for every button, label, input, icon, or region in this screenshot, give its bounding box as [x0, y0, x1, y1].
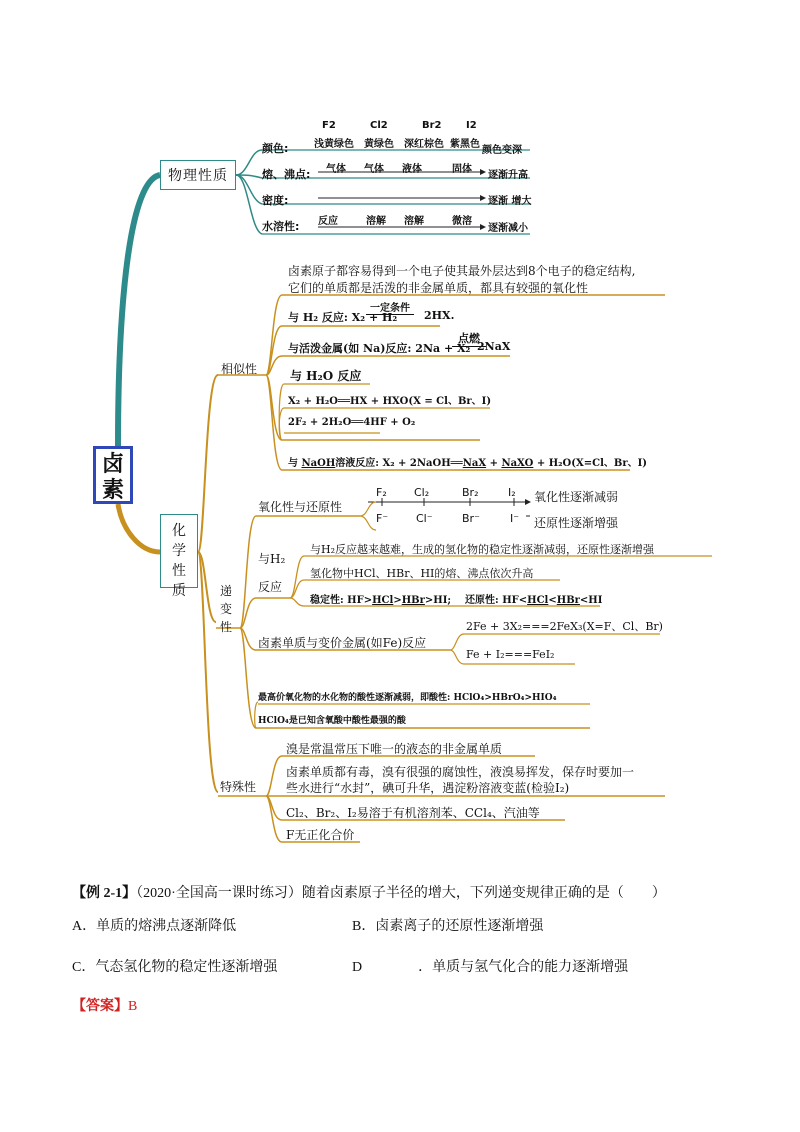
color-br2: 深红棕色 — [404, 139, 444, 150]
h2-label-line2: 反应 — [258, 580, 283, 594]
redox-bottom-i: I⁻ — [510, 512, 520, 525]
question-source: （2020·全国高一课时练习） — [136, 886, 302, 901]
mp-cl2: 气体 — [364, 164, 384, 175]
redox-label: 氧化性与还原性 — [258, 500, 343, 514]
stability-hcl: HCl — [372, 595, 394, 606]
h2-gradation-item1: 与H₂反应越来越难，生成的氢化物的稳定性逐渐减弱，还原性逐渐增强 — [310, 543, 655, 556]
sol-trend: 逐渐减小 — [488, 223, 528, 234]
naoh-reaction — [288, 454, 647, 469]
stability-hbr: HBr — [401, 595, 425, 606]
sol-f2: 反应 — [318, 216, 338, 227]
option-c[interactable]: C．气态氢化物的稳定性逐渐增强 — [72, 960, 278, 975]
density-trend: 逐渐 增大 — [488, 196, 532, 207]
gradation-label — [220, 582, 234, 636]
h2-gradation-item2: 氢化物中HCl、HBr、HI的熔、沸点依次升高 — [310, 567, 534, 580]
similarity-label: 相似性 — [221, 362, 258, 376]
naoh-suffix: + H₂O(X=Cl、Br、I) — [533, 458, 647, 469]
redox-bottom-f: F⁻ — [376, 512, 389, 525]
question-tag: 【例 2-1】 — [72, 886, 137, 901]
sol-i2: 微溶 — [452, 216, 472, 227]
option-a[interactable]: A．单质的熔沸点逐渐降低 — [72, 919, 237, 934]
naoh-word: NaOH — [301, 458, 336, 469]
metal-product: 2NaX — [477, 340, 511, 353]
redox-top-f2: F₂ — [376, 486, 387, 499]
option-d-text: ．单质与氢气化合的能力逐渐增强 — [418, 960, 629, 975]
metal-condition: 点燃 — [452, 330, 486, 347]
fe-eq1: 2Fe + 3X₂===2FeX₃(X=F、Cl、Br) — [466, 620, 663, 633]
naoh-prefix: 与 — [288, 458, 298, 469]
similarity-intro-1: 卤素原子都容易得到一个电子使其最外层达到8个电子的稳定结构, — [288, 264, 636, 278]
sol-cl2: 溶解 — [366, 216, 386, 227]
root-node-halogen[interactable] — [93, 446, 133, 504]
reducibility-f: 还原性: HF< — [465, 595, 528, 606]
stability-a: 稳定性: HF> — [310, 595, 373, 606]
option-d-letter: D — [352, 960, 363, 975]
water-title: 与 H₂O 反应 — [290, 369, 362, 383]
redox-bottom-cl: Cl⁻ — [416, 512, 433, 525]
h2-condition: 一定条件 — [366, 299, 414, 315]
naoh-nax: NaX — [462, 458, 487, 469]
stability-e: >HI; — [424, 595, 452, 606]
mp-trend: 逐渐升高 — [488, 170, 528, 181]
redox-bottom-br: Br⁻ — [462, 512, 480, 525]
color-i2: 紫黑色 — [450, 139, 480, 150]
h2-reaction: 与 H₂ 反应: X₂ + H₂ — [288, 311, 398, 324]
similarity-intro-2: 它们的单质都是活泼的非金属单质，都具有较强的氧化性 — [288, 281, 589, 295]
answer-value: B — [128, 999, 138, 1014]
acid-line1: 最高价氧化物的水化物的酸性逐渐减弱，即酸性: HClO₄>HBrO₄>HIO₄ — [258, 693, 557, 703]
fe-reaction-label: 卤素单质与变价金属(如Fe)反应 — [258, 636, 427, 650]
mp-label: 熔、沸点: — [262, 168, 311, 181]
reducibility-hcl: HCl — [527, 595, 549, 606]
element-i2: I2 — [466, 120, 477, 131]
mp-i2: 固体 — [452, 164, 472, 175]
reducibility-lt: < — [548, 595, 557, 606]
color-cl2: 黄绿色 — [364, 139, 394, 150]
element-br2: Br2 — [422, 120, 442, 131]
water-eq1: X₂ + H₂O══HX + HXO(X = Cl、Br、I) — [288, 396, 492, 407]
chemical-properties-node[interactable] — [160, 514, 198, 599]
element-cl2: Cl2 — [370, 120, 388, 131]
root-char-2: 素 — [101, 477, 124, 503]
answer — [72, 995, 137, 1015]
redox-top-i2: I₂ — [508, 486, 516, 499]
density-label: 密度: — [262, 194, 289, 207]
acid-line2: HClO₄是已知含氧酸中酸性最强的酸 — [258, 716, 406, 726]
chem-char-2: 学 — [172, 543, 186, 559]
metal-reaction: 与活泼金属(如 Na)反应: 2Na + X₂ — [288, 342, 471, 355]
gradation-char-1: 递 — [220, 584, 233, 598]
physical-properties-node[interactable] — [160, 160, 236, 190]
special-item4: F无正化合价 — [286, 828, 355, 842]
special-label: 特殊性 — [220, 780, 257, 794]
reducibility-hbr: HBr — [556, 595, 580, 606]
special-item2-line2: 些水进行“水封”，碘可升华，遇淀粉溶液变蓝(检验I₂) — [286, 781, 570, 795]
option-d[interactable] — [352, 956, 628, 976]
option-b[interactable]: B．卤素离子的还原性逐渐增强 — [352, 919, 544, 934]
redox-top-br2: Br₂ — [462, 486, 479, 499]
special-item2-line1: 卤素单质都有毒，溴有很强的腐蚀性，液溴易挥发，保存时要加一 — [286, 765, 635, 779]
color-trend: 颜色变深 — [482, 145, 522, 156]
special-item1: 溴是常温常压下唯一的液态的非金属单质 — [286, 742, 503, 756]
stability-gt: > — [393, 595, 402, 606]
element-f2: F2 — [322, 120, 336, 131]
h2-label-line1: 与H₂ — [258, 552, 286, 566]
special-item3: Cl₂、Br₂、I₂易溶于有机溶剂苯、CCl₄、汽油等 — [286, 806, 540, 820]
chem-char-4: 质 — [172, 583, 186, 599]
naoh-naxo: NaXO — [501, 458, 534, 469]
color-f2: 浅黄绿色 — [314, 139, 354, 150]
naoh-mid: 溶液反应: X₂ + 2NaOH══ — [335, 458, 463, 469]
color-label: 颜色: — [262, 142, 289, 155]
h2-product: 2HX. — [424, 309, 455, 322]
root-char-1: 卤 — [101, 451, 124, 477]
chem-char-3: 性 — [172, 563, 186, 579]
reducibility-j: <HI — [579, 595, 603, 606]
mp-f2: 气体 — [326, 164, 346, 175]
chem-char-1: 化 — [172, 523, 186, 539]
fe-eq2: Fe + I₂===FeI₂ — [466, 648, 555, 661]
sol-br2: 溶解 — [404, 216, 424, 227]
solubility-label: 水溶性: — [262, 220, 300, 233]
answer-tag: 【答案】 — [72, 999, 128, 1014]
redox-top-cl2: Cl₂ — [414, 486, 430, 499]
naoh-plus: + — [486, 458, 502, 469]
gradation-char-2: 变 — [220, 602, 233, 616]
question-stem — [72, 882, 666, 902]
water-eq2: 2F₂ + 2H₂O══4HF + O₂ — [288, 417, 416, 428]
question-text: 随着卤素原子半径的增大，下列递变规律正确的是（ ） — [301, 886, 666, 901]
reducing-trend: 还原性逐渐增强 — [534, 516, 619, 530]
oxidizing-trend: 氧化性逐渐减弱 — [534, 490, 619, 504]
gradation-char-3: 性 — [220, 620, 233, 634]
h2-gradation-item3 — [310, 591, 602, 606]
mp-br2: 液体 — [402, 164, 422, 175]
physical-title: 物理性质 — [168, 168, 228, 184]
